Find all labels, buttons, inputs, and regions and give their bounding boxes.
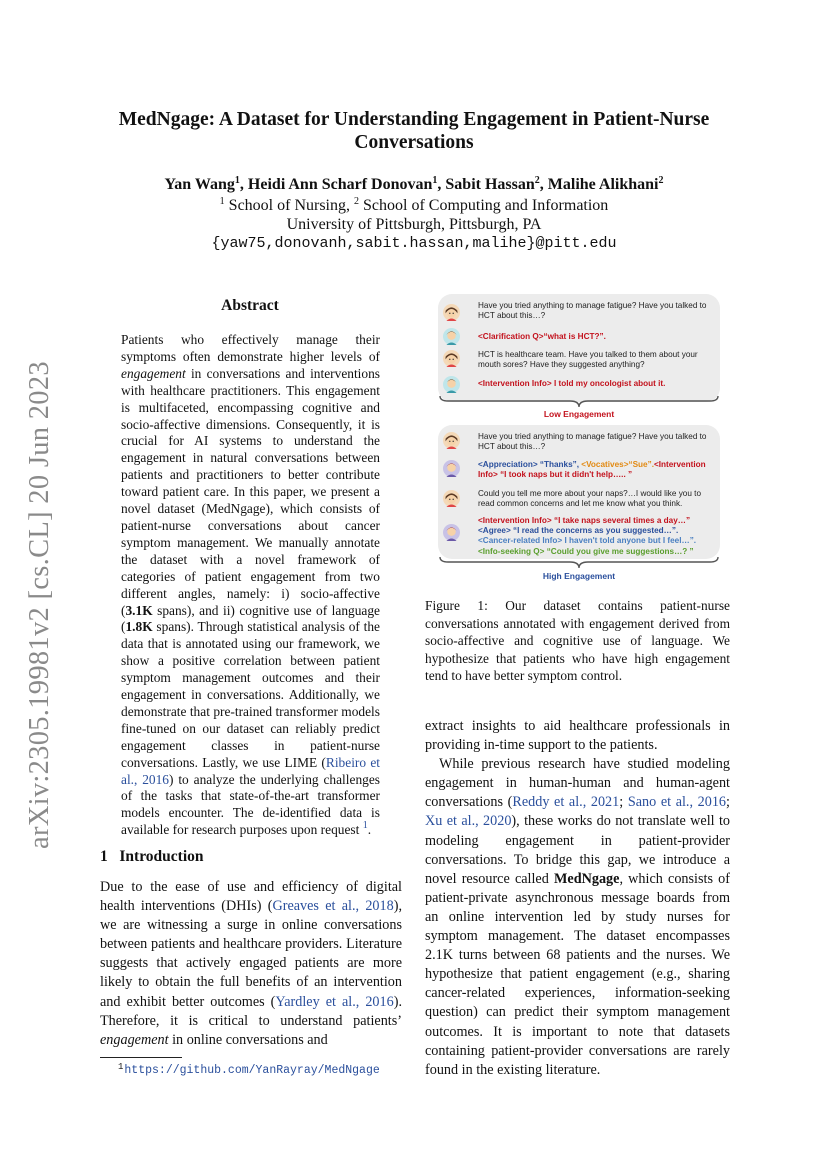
- university: University of Pittsburgh, Pittsburgh, PA: [286, 216, 542, 233]
- nurse-avatar-icon: [443, 304, 460, 321]
- patient-text: “Thanks”,: [537, 460, 582, 469]
- high-nurse-message-2: Could you tell me more about your naps?…I would like you to read common concerns and let me know what you think.: [478, 489, 702, 509]
- patient-avatar-icon: [443, 460, 460, 477]
- intro-paragraph-2: [425, 755, 730, 1080]
- nurse-avatar-icon: [443, 350, 460, 367]
- low-engagement-label: Low Engagement: [543, 409, 615, 419]
- figure-1: [438, 294, 724, 584]
- footnote: [118, 1062, 380, 1077]
- author-3-mark: 2: [534, 175, 540, 186]
- label-intervention: <Intervention Info>: [478, 516, 552, 525]
- citation-link[interactable]: Sano et al., 2016: [627, 794, 727, 811]
- label-info-seeking: <Info-seeking Q>: [478, 546, 545, 556]
- citation-link[interactable]: Reddy et al., 2021: [512, 794, 620, 811]
- label-intervention: <Intervention Info>: [478, 379, 552, 388]
- intro-text: ), we are witnessing a surge in online conversations between patients and healthcare providers. Literature suggests that actively engaged patients are more likely to obtain the full benefits of an intervention and exhibit better outcomes (: [100, 898, 402, 1010]
- patient-text: “what is HCT?”.: [543, 332, 606, 341]
- figure-caption: Figure 1: Our dataset contains patient-nurse conversations annotated with engagement derived from socio-affective and cognitive use of language. We hypothesize that patients who have high engagement tend to have better symptom control.: [425, 598, 730, 683]
- intro-emphasis: engagement: [100, 1031, 169, 1048]
- author-4-mark: 2: [658, 175, 664, 186]
- footnote-url-link[interactable]: https://github.com/YanRayray/MedNgage: [124, 1064, 380, 1077]
- footnote-mark: 1: [118, 1062, 124, 1072]
- citation-link[interactable]: Yardley et al., 2016: [275, 993, 394, 1010]
- author-list: Yan Wang$^1$, Heidi Ann Scharf Donovan$^1$, Sabit Hassan$^2$, Malihe Alikhani$^2$: [164, 175, 664, 193]
- high-nurse-message-1: Have you tried anything to manage fatigue? Have you talked to HCT about this…?: [478, 432, 707, 452]
- low-patient-message-1: [478, 332, 716, 342]
- intro-text: While previous research have studied modeling engagement in human-human and human-agent conversations (: [425, 756, 730, 811]
- section-heading: [100, 848, 204, 866]
- abstract-emphasis: engagement: [121, 365, 186, 381]
- abstract-part: spans). Through statistical analysis of the data that is annotated using our framework, we show a positive correlation between patient symptom management outcomes and their engagement in conversations. Additionally, we demonstrate that pre-trained transformer models fine-tuned on our dataset can reliably predict engagement classes in patient-nurse conversations. Lastly, we use LIME (: [121, 619, 380, 770]
- dataset-name: MedNgage: [554, 870, 620, 887]
- section-title: Introduction: [119, 848, 204, 865]
- label-clarification: <Clarification Q>: [478, 332, 544, 341]
- low-nurse-message-1: Have you tried anything to manage fatigue? Have you talked to HCT about this…?: [478, 301, 707, 321]
- citation-link[interactable]: Greaves et al., 2018: [272, 898, 394, 915]
- intro-text: , which consists of patient-private asynchronous message boards from an online intervention led by study nurses for symptom management. The dataset encompasses 2.1K turns between 68 patients and the nurses. We hypothesize that patient engagement (e.g., sharing cancer-related experiences, information-seeking question) can predict their symptom management outcomes. It is important to note that datasets containing patient-provider conversations are rarely found in the existing literature.: [425, 870, 730, 1078]
- abstract-bold-count: 3.1K: [125, 602, 153, 618]
- intro-text: ), these works do not translate well to modeling engagement in patient-provider conversations. To bridge this gap, we introduce a novel resource called: [425, 813, 730, 887]
- affil-nursing: School of Nursing,: [224, 197, 354, 214]
- abstract-part: spans), and ii) cognitive use of language (: [121, 602, 380, 635]
- label-cancer-related: <Cancer-related Info>: [478, 536, 563, 546]
- label-vocatives: <Vocatives>: [581, 460, 629, 469]
- author-1: Yan Wang: [164, 176, 235, 193]
- affil-mark-2: 2: [354, 196, 359, 207]
- low-patient-message-2: [478, 379, 716, 389]
- patient-text: “I took naps but it didn't help….. ”: [497, 470, 633, 480]
- abstract-text: [121, 332, 380, 839]
- intro-right-column: [425, 717, 730, 1080]
- intro-paragraph-1: [100, 878, 402, 1050]
- author-2-mark: 1: [432, 175, 438, 186]
- label-agree: <Agree>: [478, 526, 511, 536]
- label-appreciation: <Appreciation>: [478, 460, 538, 469]
- footnote-link[interactable]: 1: [362, 820, 368, 832]
- high-patient-message-1: [478, 460, 716, 480]
- author-emails: {yaw75,donovanh,sabit.hassan,malihe}@pitt.edu: [211, 235, 617, 252]
- label-intervention: <Intervention Info>: [478, 460, 706, 480]
- low-engagement-brace: [438, 395, 720, 409]
- patient-text: “I take naps several times a day…”: [551, 516, 691, 525]
- high-patient-message-2: [478, 516, 716, 557]
- arxiv-stamp: arXiv:2305.19981v2 [cs.CL] 20 Jun 2023: [24, 361, 55, 849]
- citation-link[interactable]: Ribeiro et al., 2016: [121, 754, 380, 787]
- abstract-part: Patients who effectively manage their symptoms often demonstrate higher levels of: [121, 332, 380, 364]
- patient-avatar-icon: [443, 328, 460, 345]
- section-number: 1: [100, 848, 108, 865]
- patient-text: “Sue”.: [628, 460, 654, 469]
- abstract-part: ) to analyze the underlying challenges of the tasks that state-of-the-art transformer models encounter. The de-identified data is available for research purposes upon request: [121, 771, 380, 838]
- high-engagement-brace: [438, 556, 720, 570]
- footnote-rule: [100, 1057, 182, 1058]
- affiliations: [100, 197, 728, 215]
- patient-avatar-icon: [443, 376, 460, 393]
- abstract-bold-count: 1.8K: [125, 619, 153, 635]
- low-nurse-message-2: HCT is healthcare team. Have you talked to them about your mouth sores? Have they suggested anything?: [478, 350, 698, 370]
- high-engagement-label: High Engagement: [542, 571, 616, 581]
- title-line-1: MedNgage: A Dataset for Understanding Engagement in Patient-Nurse: [118, 109, 710, 130]
- citation-separator: ;: [619, 794, 628, 811]
- nurse-avatar-icon: [443, 432, 460, 449]
- patient-text: “Could you give me suggestions…? ”: [544, 546, 694, 556]
- intro-text: Due to the ease of use and efficiency of digital health interventions (DHIs) (: [100, 879, 402, 915]
- intro-text: ). Therefore, it is critical to understand patients’: [100, 993, 402, 1029]
- intro-text: in online conversations and: [168, 1031, 328, 1048]
- citation-link[interactable]: Xu et al., 2020: [425, 813, 512, 830]
- affil-mark-1: 1: [219, 196, 225, 207]
- author-1-mark: 1: [234, 175, 240, 186]
- abstract-part: .: [367, 822, 372, 838]
- title-line-2: Conversations: [354, 132, 474, 153]
- nurse-avatar-icon: [443, 490, 460, 507]
- author-2: Heidi Ann Scharf Donovan: [247, 176, 433, 193]
- intro-continuation: extract insights to aid healthcare professionals in providing in-time support to the patients.: [425, 718, 730, 754]
- author-4: Malihe Alikhani: [547, 176, 659, 193]
- author-3: Sabit Hassan: [445, 176, 535, 193]
- affil-computing: School of Computing and Information: [359, 197, 609, 214]
- abstract-heading: Abstract: [221, 297, 279, 314]
- patient-text: I haven't told anyone but I feel…”.: [562, 536, 697, 546]
- patient-avatar-icon: [443, 524, 460, 541]
- patient-text: I told my oncologist about it.: [551, 379, 666, 388]
- patient-text: “I read the concerns as you suggested…”.: [510, 526, 679, 536]
- paper-title: [100, 108, 728, 154]
- abstract-part: in conversations and interventions with healthcare practitioners. This engagement is multifaceted, encompassing cognitive and socio-affective dimensions. Consequently, it is crucial for AI systems to understand the engagement in natural conversations between patients and practitioners to better contribute toward patient care. In this paper, we present a novel dataset (MedNgage), which consists of patient-nurse conversations about cancer symptom management. We manually annotate the dataset with a novel framework of categories of patient engagement from two different angles, namely: i) socio-affective (: [121, 365, 380, 618]
- citation-separator: ;: [726, 794, 730, 811]
